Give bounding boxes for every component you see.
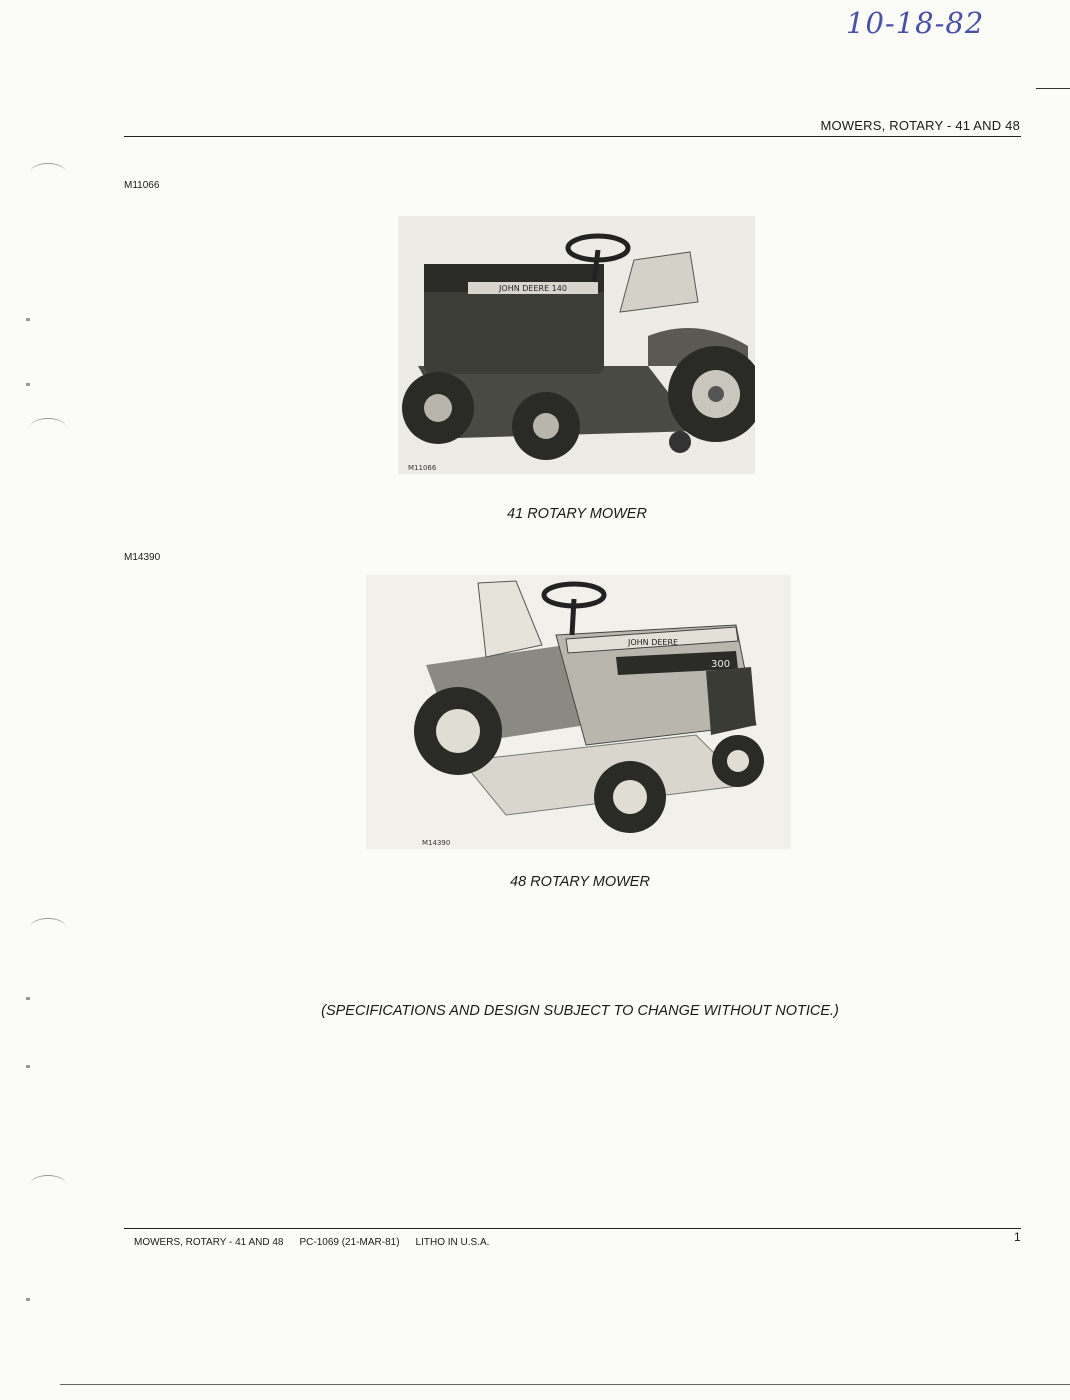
margin-mark <box>26 318 30 321</box>
handwritten-date: 10-18-82 <box>846 6 985 40</box>
hood-text: JOHN DEERE 140 <box>499 284 567 293</box>
footer-code: PC-1069 (21-MAR-81) <box>299 1237 400 1248</box>
header-title: MOWERS, ROTARY - 41 AND 48 <box>820 118 1020 133</box>
binder-hole-mark <box>30 163 66 182</box>
footer <box>134 1237 489 1248</box>
margin-mark <box>26 997 30 1000</box>
footer-litho: LITHO IN U.S.A. <box>415 1237 490 1248</box>
margin-mark <box>26 1298 30 1301</box>
tractor-photo-48 <box>366 575 791 849</box>
tractor-photo-41 <box>398 216 755 474</box>
binder-hole-mark <box>30 418 66 437</box>
lawn-tractor-140-illustration <box>398 216 755 474</box>
figure-caption-2: 48 ROTARY MOWER <box>510 874 650 890</box>
header-rule <box>124 136 1021 137</box>
footer-rule <box>124 1228 1021 1229</box>
photo-label: M11066 <box>408 464 437 472</box>
binder-hole-mark <box>30 918 66 937</box>
footer-title: MOWERS, ROTARY - 41 AND 48 <box>134 1237 284 1248</box>
lawn-tractor-300-illustration <box>366 575 791 849</box>
margin-tick <box>1036 88 1070 89</box>
figure-id-2: M14390 <box>124 552 161 563</box>
figure-id-1: M11066 <box>124 180 160 191</box>
binder-hole-mark <box>30 1175 66 1194</box>
specifications-notice: (SPECIFICATIONS AND DESIGN SUBJECT TO CHANGE WITHOUT NOTICE.) <box>321 1003 839 1019</box>
hood-text-2: JOHN DEERE <box>628 638 679 647</box>
figure-caption-1: 41 ROTARY MOWER <box>507 506 647 522</box>
page-edge-line <box>60 1384 1070 1385</box>
photo-label-2: M14390 <box>422 839 451 847</box>
page-number: 1 <box>1014 1230 1021 1244</box>
margin-mark <box>26 1065 30 1068</box>
margin-mark <box>26 383 30 386</box>
model-text: 300 <box>711 659 731 670</box>
